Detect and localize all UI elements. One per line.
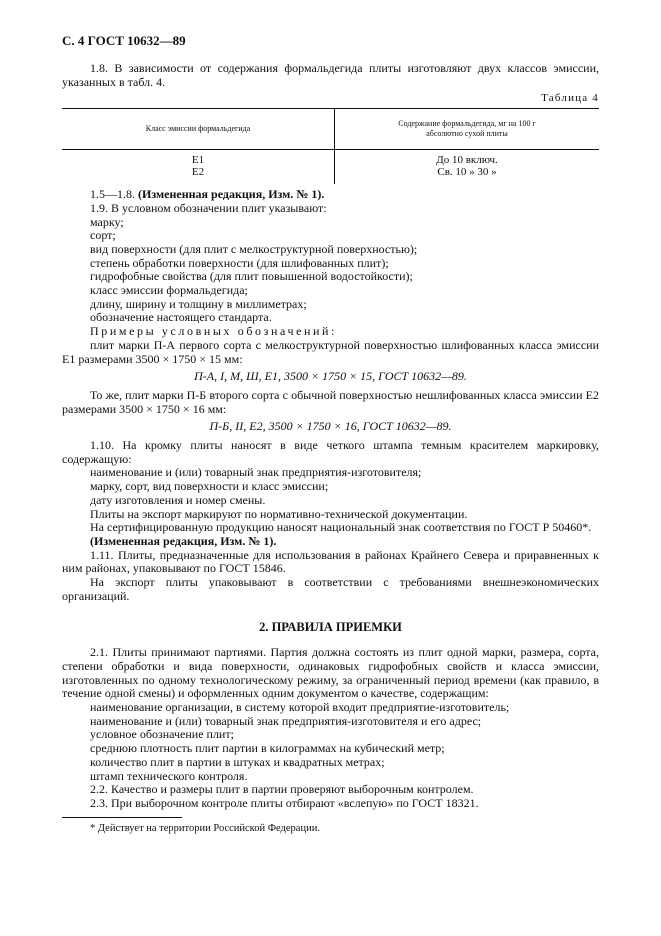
- paragraph-certification: На сертифицированную продукцию наносят национальный знак соответствия по ГОСТ Р 50460*.: [90, 520, 592, 535]
- list-item: наименование и (или) товарный знак предприятия-изготовителя и его адрес;: [90, 713, 482, 728]
- edition-note-bold: (Измененная редакция, Изм. № 1).: [138, 187, 325, 202]
- list-item: штамп технического контроля.: [90, 768, 248, 783]
- list-item: степень обработки поверхности (для шлифованных плит);: [90, 255, 389, 270]
- list-2-1: [62, 701, 599, 783]
- paragraph-export-marking: Плиты на экспорт маркируют по нормативно-технической документации.: [90, 506, 468, 521]
- table-header-row: [62, 109, 599, 150]
- table-header-emission-class: Класс эмиссии формальдегида: [62, 109, 335, 150]
- paragraph-1-8: 1.8. В зависимости от содержания формальдегида плиты изготовляют двух классов эмиссии, указанных в табл. 4.: [62, 61, 599, 89]
- list-item: марку, сорт, вид поверхности и класс эмиссии;: [90, 479, 329, 494]
- list-1-9: [62, 216, 599, 326]
- example-2-text: То же, плит марки П-Б второго сорта с обычной поверхностью нешлифованных класса эмиссии Е2 размерами 3500 × 1750 × 16 мм:: [62, 387, 599, 416]
- list-item: обозначение настоящего стандарта.: [90, 310, 272, 325]
- paragraph-1-9: 1.9. В условном обозначении плит указывают:: [90, 200, 327, 215]
- paragraph-2-3: 2.3. При выборочном контроле плиты отбирают «вслепую» по ГОСТ 18321.: [90, 795, 479, 810]
- paragraph-2-1: 2.1. Плиты принимают партиями. Партия должна состоять из плит одной марки, размера, сорта, степени обработки и вида поверхности, одинаковых гидрофобных свойств и класса эмиссии, изготовленных по одному технологическому режиму, за ограниченный период времени (как правило, в течение одной смены) и оформленных одним документом о качестве, содержащим:: [62, 645, 599, 701]
- document-body: [62, 62, 599, 835]
- footnote-divider: [62, 817, 182, 818]
- table-header-formaldehyde-content: [335, 109, 600, 150]
- list-item: вид поверхности (для плит с мелкоструктурной поверхностью);: [90, 241, 418, 256]
- page-header: С. 4 ГОСТ 10632—89: [62, 33, 186, 48]
- table-cell-value: E1: [191, 154, 205, 167]
- list-item: условное обозначение плит;: [90, 727, 234, 742]
- table-cell-content: [335, 150, 600, 185]
- paragraph-2-2: 2.2. Качество и размеры плит в партии проверяют выборочным контролем.: [90, 782, 474, 797]
- list-item: класс эмиссии формальдегида;: [90, 283, 248, 298]
- table-header-line: Содержание формальдегида, мг на 100 г: [398, 119, 536, 129]
- list-item: количество плит в партии в штуках и квадратных метрах;: [90, 754, 385, 769]
- example-2-formula: П-Б, II, Е2, 3500 × 1750 × 16, ГОСТ 10632—89.: [209, 419, 452, 434]
- edition-note-1: [62, 188, 599, 202]
- table-cell-class: [62, 150, 335, 185]
- list-item: марку;: [90, 214, 124, 229]
- list-item: среднюю плотность плит партии в килограммах на кубический метр;: [90, 741, 445, 756]
- edition-note-2: (Измененная редакция, Изм. № 1).: [90, 533, 277, 548]
- table-cell-value: Св. 10 » 30 »: [437, 166, 497, 179]
- paragraph-export-packing: На экспорт плиты упаковывают в соответствии с требованиями внешнеэкономических организаций.: [62, 575, 599, 603]
- table-caption: Таблица 4: [541, 92, 599, 105]
- paragraph-1-10: 1.10. На кромку плиты наносят в виде четкого штампа темным красителем маркировку, содержащую:: [62, 438, 599, 466]
- edition-note-prefix: 1.5—1.8.: [90, 187, 135, 202]
- footnote: * Действует на территории Российской Федерации.: [90, 822, 320, 834]
- list-item: дату изготовления и номер смены.: [90, 492, 266, 507]
- list-item: сорт;: [90, 228, 116, 243]
- list-item: наименование организации, в систему которой входит предприятие-изготовитель;: [90, 700, 510, 715]
- list-item: длину, ширину и толщину в миллиметрах;: [90, 296, 307, 311]
- example-1-formula: П-А, I, М, Ш, Е1, 3500 × 1750 × 15, ГОСТ 10632—89.: [194, 369, 467, 384]
- table-cell-value: E2: [191, 166, 205, 179]
- list-item: гидрофобные свойства (для плит повышенной водостойкости);: [90, 269, 413, 284]
- example-1-text: плит марки П-А первого сорта с мелкоструктурной поверхностью шлифованных класса эмиссии Е1 размерами 3500 × 1750 × 15 мм:: [62, 337, 599, 366]
- section-2-title: 2. ПРАВИЛА ПРИЕМКИ: [259, 619, 402, 634]
- table-cell-value: До 10 включ.: [436, 154, 498, 167]
- paragraph-1-11: 1.11. Плиты, предназначенные для использования в районах Крайнего Севера и приравненных к ним районах, упаковывают по ГОСТ 15846.: [62, 547, 599, 576]
- list-1-10: [62, 466, 599, 507]
- table-body-row: [62, 150, 599, 185]
- examples-title: Примеры условных обозначений:: [90, 324, 338, 339]
- table-header-line: абсолютно сухой плиты: [426, 129, 508, 139]
- list-item: наименование и (или) товарный знак предприятия-изготовителя;: [90, 465, 422, 480]
- table-4: [62, 108, 599, 184]
